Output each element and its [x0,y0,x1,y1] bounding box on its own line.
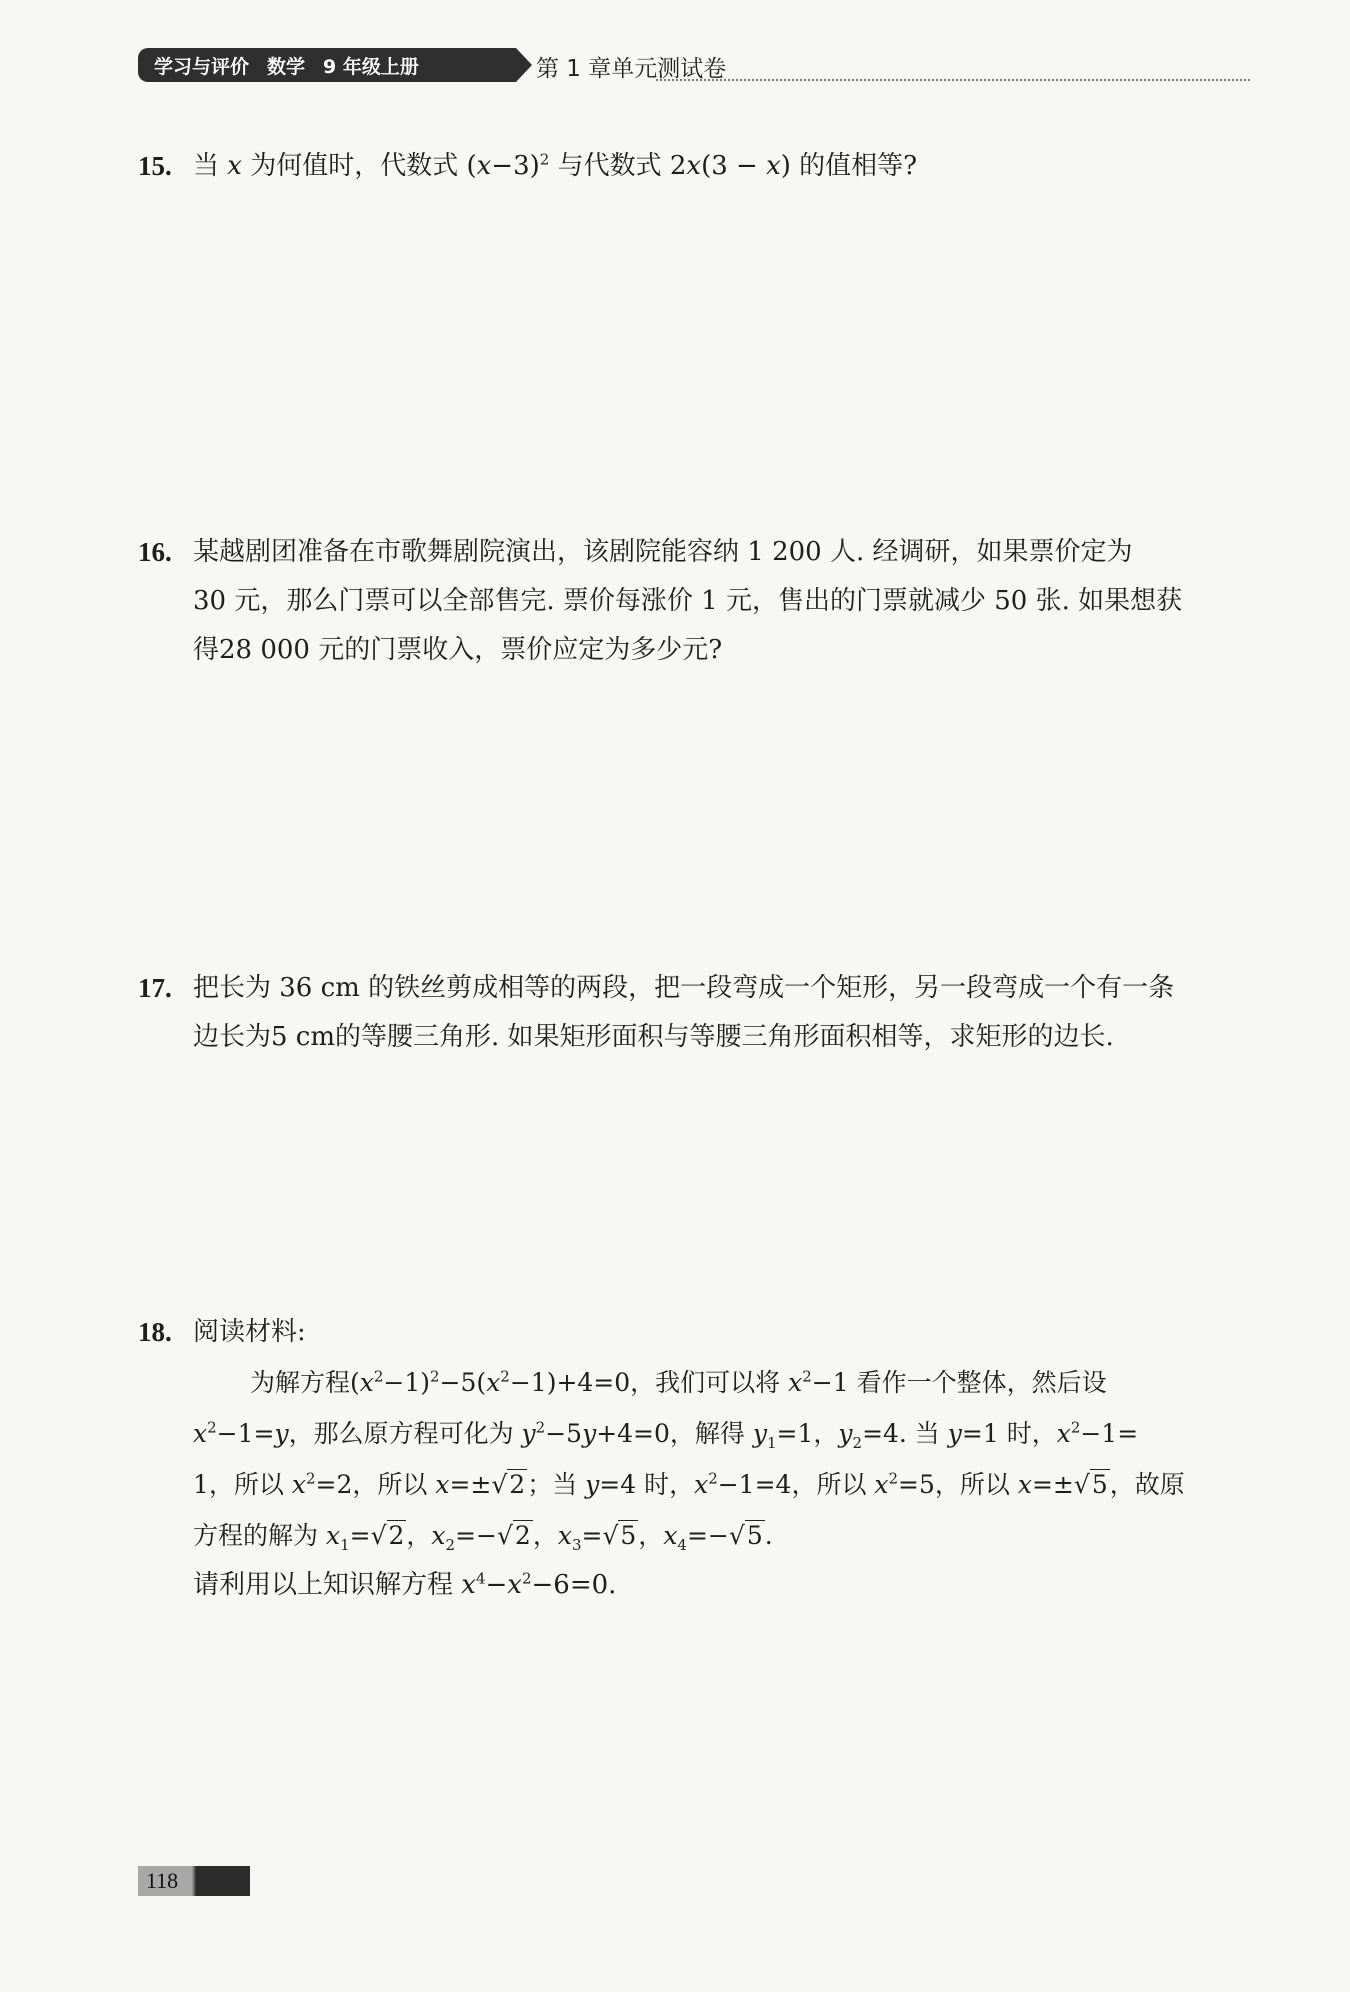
material-line-4: 方程的解为 $x_1=√2$，$x_2=-√2$，$x_3=√5$，$x_4=-√5$. [193,1521,773,1554]
grade-title: 9 年级上册 [323,55,419,78]
subject-title: 数学 [267,55,306,78]
question-16 [138,528,1250,675]
question-18 [138,1308,1250,1610]
book-title-badge [138,48,516,82]
question-17 [138,964,1250,1062]
question-15 [138,142,1250,191]
question-number: 17. [138,973,172,1003]
question-text: 某越剧团准备在市歌舞剧院演出，该剧院能容纳 1 200 人. 经调研，如果票价定为 30 元，那么门票可以全部售完. 票价每涨价 1 元，售出的门票就减少 50 张. 如果想获 得28 000 元的门票收入，票价应定为多少元? [193,537,1183,665]
material-title: 阅读材料: [193,1317,306,1347]
page-number: 118 [146,1868,179,1893]
material-line-3: 1，所以 $x^2=2$，所以 x=±√2；当 y=4 时，$x^2-1=4$，所以 $x^2=5$，所以 x=±√5，故原 [193,1469,1185,1499]
question-number: 18. [138,1317,172,1347]
question-text: 当 x 为何值时，代数式 $(x-3)^2$ 与代数式 2x(3 − x) 的值相等? [193,150,918,181]
material-line-1: 为解方程$(x^2-1)^2-5(x^2-1)+4=0$，我们可以将 $x^2-1$ 看作一个整体，然后设 [250,1367,1107,1397]
header-dotted-rule [656,79,1250,81]
chapter-title: 第 1 章单元测试卷 [536,56,727,82]
material-line-2: $x^2-1=y$，那么原方程可化为 $y^2-5y+4=0$，解得 $y_1=1$，$y_2=4$. 当 y=1 时，$x^2-1=$ [193,1418,1139,1452]
question-number: 15. [138,151,172,181]
reading-material [193,1357,1250,1561]
question-number: 16. [138,537,172,567]
question-text: 把长为 36 cm 的铁丝剪成相等的两段，把一段弯成一个矩形，另一段弯成一个有一条 边长为5 cm的等腰三角形. 如果矩形面积与等腰三角形面积相等，求矩形的边长. [193,973,1175,1052]
series-title: 学习与评价 [154,55,250,78]
running-header [138,48,1250,82]
question-text [193,1308,1250,1610]
page-number-tab [138,1866,250,1896]
task-line: 请利用以上知识解方程 $x^4-x^2-6=0$. [193,1569,617,1600]
badge-arrow [516,48,532,82]
